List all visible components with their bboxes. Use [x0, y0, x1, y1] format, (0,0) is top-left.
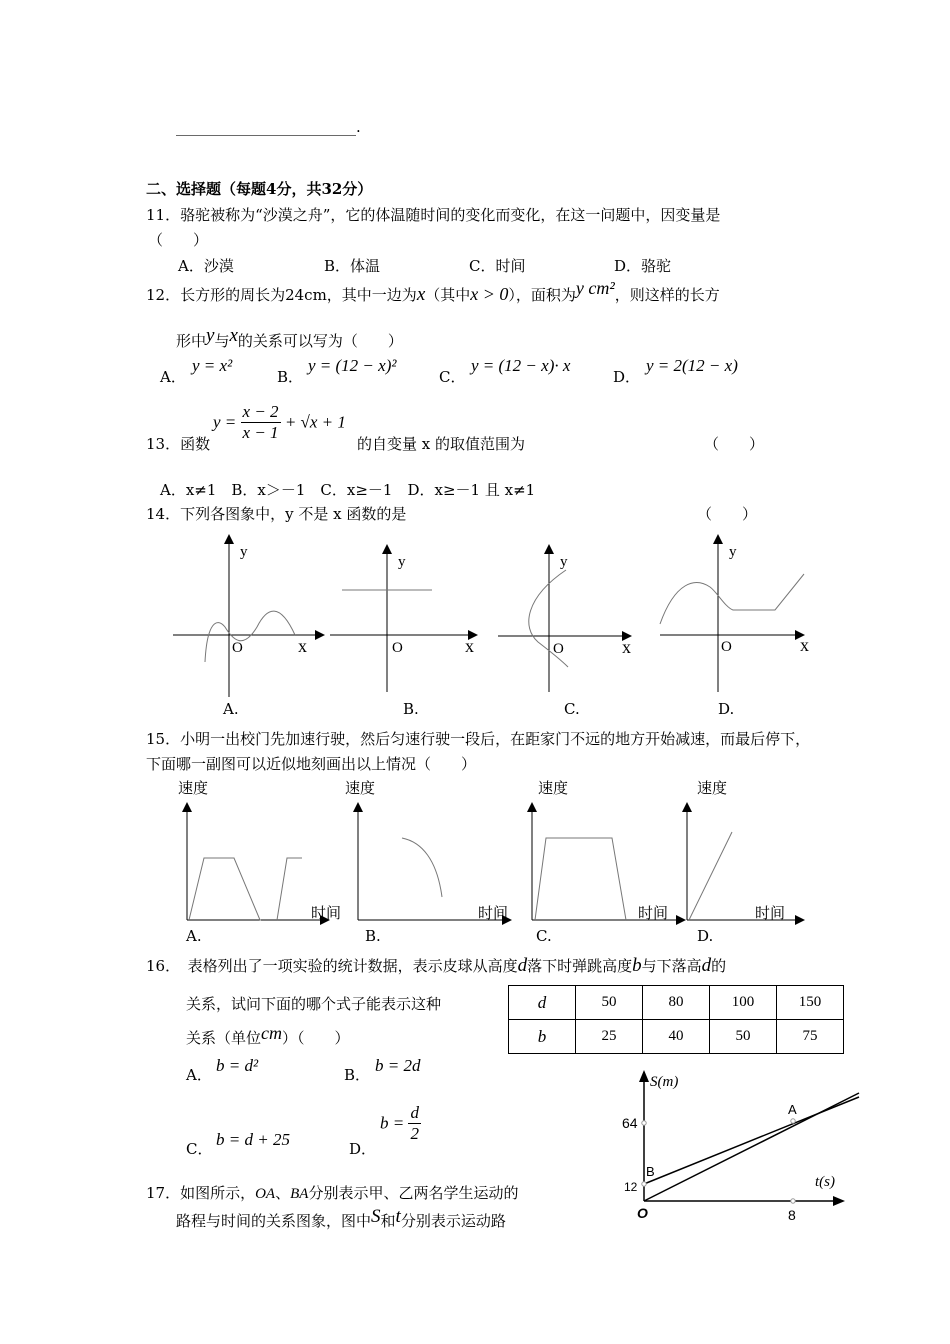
- q12-stem-a: 12．长方形的周长为24cm，其中一边为: [146, 286, 417, 304]
- q16-line3-b: ）（ ）: [282, 1029, 350, 1047]
- q16-var-d: d: [517, 955, 528, 976]
- q17-y64: 64: [622, 1115, 638, 1131]
- q13-label: 13．函数: [146, 435, 211, 453]
- q14-graph-b: [330, 542, 480, 694]
- q16-option-c-label: C．: [186, 1140, 213, 1158]
- q12-var-x2: x: [229, 325, 238, 346]
- q15-label-c: C.: [536, 927, 552, 945]
- q14-graph-a: [165, 532, 325, 702]
- q15-label-a: A.: [186, 927, 202, 945]
- q16-unit: cm: [261, 1023, 283, 1043]
- q17-line2-a: 路程与时间的关系图象，图中: [176, 1212, 372, 1230]
- q16-option-d-formula: [380, 1103, 421, 1144]
- q16-line3-a: 关系（单位: [186, 1029, 262, 1047]
- q12-option-c-label: C．: [439, 368, 466, 386]
- q16-data-table: [508, 985, 844, 1054]
- q12-line2: [176, 325, 403, 352]
- q13-formula-y: y =: [213, 412, 237, 432]
- q12-condition: x > 0: [470, 284, 509, 304]
- q12-line2-b: 与: [214, 332, 230, 350]
- q11-option-d: D．骆驼: [614, 257, 672, 275]
- q16-option-d-label: D．: [349, 1140, 377, 1158]
- q12-var-x: x: [416, 284, 426, 305]
- q13-fraction: [241, 402, 281, 443]
- table-header-d: d: [509, 986, 576, 1020]
- q12-area-unit: y cm²: [575, 278, 615, 298]
- table-header-b: b: [509, 1020, 576, 1054]
- q15-b-xlabel: 时间: [478, 904, 509, 922]
- q12-option-c-formula: y = (12 − x)· x: [471, 356, 571, 375]
- section-title: 二、选择题（每题4分，共32分）: [146, 180, 373, 198]
- q17-ba: BA: [290, 1186, 309, 1202]
- q16-stem-b: 落下时弹跳高度: [527, 957, 633, 975]
- table-row: [509, 1020, 844, 1054]
- q16-optd-den: 2: [410, 1124, 419, 1143]
- q14c-y: y: [560, 554, 568, 570]
- q12-option-b-formula: y = (12 − x)²: [308, 356, 397, 375]
- q12-option-d-label: D．: [613, 368, 641, 386]
- q12-option-b-label: B．: [277, 368, 304, 386]
- q13-options: A．x≠1 B．x＞－1 C．x≥－1 D．x≥－1 且 x≠1: [160, 481, 536, 499]
- q17-var-s: S: [371, 1206, 381, 1227]
- table-cell: 50: [710, 1020, 777, 1054]
- q17-line1-b: 分别表示甲、乙两名学生运动的: [308, 1184, 519, 1202]
- q15-b-ylabel: 速度: [345, 779, 376, 797]
- q17-line2-b: 和: [380, 1212, 396, 1230]
- q16-var-b: b: [632, 955, 642, 976]
- q16-option-b-label: B．: [344, 1066, 371, 1084]
- q11-paren: （ ）: [148, 231, 209, 249]
- q14b-y: y: [398, 554, 406, 570]
- q15-a-ylabel: 速度: [178, 779, 209, 797]
- q14-stem: 14．下列各图象中，y 不是 x 函数的是: [146, 505, 407, 523]
- q14d-y: y: [729, 544, 737, 560]
- q16-option-a-formula: b = d²: [216, 1056, 259, 1075]
- q14c-origin: O: [553, 641, 564, 657]
- q14-graph-c: [496, 542, 646, 694]
- q15-graph-d: [680, 800, 810, 930]
- q15-label-b: B.: [365, 927, 381, 945]
- q17-t-axis-label: t(s): [815, 1174, 835, 1190]
- q17-sep: 、: [275, 1184, 291, 1202]
- q11-option-b: B．体温: [324, 257, 381, 275]
- q17-y12: 12: [624, 1180, 638, 1194]
- q12-line2-a: 形中: [176, 332, 207, 350]
- q17-var-t: t: [395, 1206, 401, 1227]
- q13-numerator: x − 2: [242, 402, 279, 421]
- q14-paren: （ ）: [697, 505, 758, 523]
- q12-stem: [146, 278, 720, 306]
- q17-point-a: A: [788, 1102, 797, 1117]
- q15-c-ylabel: 速度: [538, 779, 569, 797]
- q16-optd-num: d: [410, 1103, 419, 1122]
- q17-oa: OA: [255, 1186, 276, 1202]
- q17-s-axis-label: S(m): [650, 1074, 679, 1090]
- q16-stem: [146, 955, 726, 977]
- q14-graph-d: [655, 532, 820, 697]
- q17-point-b: B: [646, 1164, 655, 1179]
- q16-option-b-formula: b = 2d: [375, 1056, 421, 1075]
- q13-tail: 的自变量 x 的取值范围为: [357, 435, 525, 453]
- q14b-origin: O: [392, 640, 403, 656]
- q14a-y: y: [240, 544, 248, 560]
- q14d-origin: O: [721, 639, 732, 655]
- q12-stem-c: ），面积为: [508, 286, 576, 304]
- q15-d-ylabel: 速度: [697, 779, 728, 797]
- q14-label-a: A.: [223, 700, 239, 718]
- q12-option-d-formula: y = 2(12 − x): [646, 356, 738, 375]
- q12-stem-b: （其中: [425, 286, 471, 304]
- q16-stem-d: 的: [711, 957, 727, 975]
- q11-option-a: A．沙漠: [178, 257, 234, 275]
- q12-line2-c: 的关系可以写为（ ）: [237, 332, 403, 350]
- q16-option-c-formula: b = d + 25: [216, 1130, 290, 1149]
- table-cell: 75: [777, 1020, 844, 1054]
- q14c-x: x: [622, 637, 631, 657]
- table-cell: 50: [576, 986, 643, 1020]
- q11-stem: 11．骆驼被称为“沙漠之舟”，它的体温随时间的变化而变化，在这一问题中，因变量是: [146, 206, 721, 224]
- q16-option-a-label: A．: [186, 1066, 212, 1084]
- q14a-x: x: [298, 636, 307, 656]
- q17-line2: [176, 1206, 506, 1232]
- q17-line1-a: 17．如图所示，: [146, 1184, 256, 1202]
- q15-d-xlabel: 时间: [755, 904, 786, 922]
- table-cell: 150: [777, 986, 844, 1020]
- q12-stem-d: ，则这样的长方: [614, 286, 720, 304]
- q14-label-c: C.: [564, 700, 580, 718]
- q15-graph-a: [180, 800, 330, 930]
- q13-root-term: + √x + 1: [284, 412, 346, 432]
- table-cell: 100: [710, 986, 777, 1020]
- q17-graph: [615, 1068, 855, 1228]
- q15-label-d: D.: [697, 927, 714, 945]
- table-cell: 25: [576, 1020, 643, 1054]
- q11-option-c: C．时间: [469, 257, 526, 275]
- table-cell: 40: [643, 1020, 710, 1054]
- q14d-x: x: [800, 635, 809, 655]
- q15-stem-line1: 15．小明一出校门先加速行驶，然后匀速行驶一段后，在距家门不远的地方开始减速，而最后停下，: [146, 730, 811, 748]
- q13-denominator: x − 1: [242, 423, 279, 442]
- q12-option-a-formula: y = x²: [192, 356, 233, 375]
- q14-label-d: D.: [718, 700, 735, 718]
- q12-var-y: y: [206, 325, 215, 346]
- q15-a-xlabel: 时间: [311, 904, 342, 922]
- q16-line2: 关系，试问下面的哪个式子能表示这种: [186, 995, 442, 1013]
- q15-stem-line2: 下面哪一副图可以近似地刻画出以上情况（ ）: [146, 755, 477, 773]
- q12-option-a-label: A．: [160, 368, 186, 386]
- q17-x8: 8: [788, 1207, 796, 1223]
- q13-paren: （ ）: [704, 435, 765, 453]
- q17-line1: [146, 1182, 518, 1203]
- q14b-x: x: [465, 636, 474, 656]
- q16-optd-lhs: b =: [380, 1113, 405, 1133]
- q16-stem-a: 16． 表格列出了一项实验的统计数据，表示皮球从高度: [146, 957, 518, 975]
- q13-formula: [213, 402, 346, 443]
- q17-origin: O: [637, 1205, 648, 1221]
- q14a-origin: O: [232, 640, 243, 656]
- q14-label-b: B.: [403, 700, 419, 718]
- q15-c-xlabel: 时间: [638, 904, 669, 922]
- table-row: [509, 986, 844, 1020]
- table-cell: 80: [643, 986, 710, 1020]
- q16-stem-c: 与下落高: [641, 957, 702, 975]
- q16-optd-fraction: [408, 1103, 421, 1144]
- answer-blank: ________________________.: [176, 118, 361, 136]
- q17-line2-c: 分别表示运动路: [400, 1212, 506, 1230]
- q16-line3: [186, 1023, 350, 1048]
- q16-var-d2: d: [701, 955, 712, 976]
